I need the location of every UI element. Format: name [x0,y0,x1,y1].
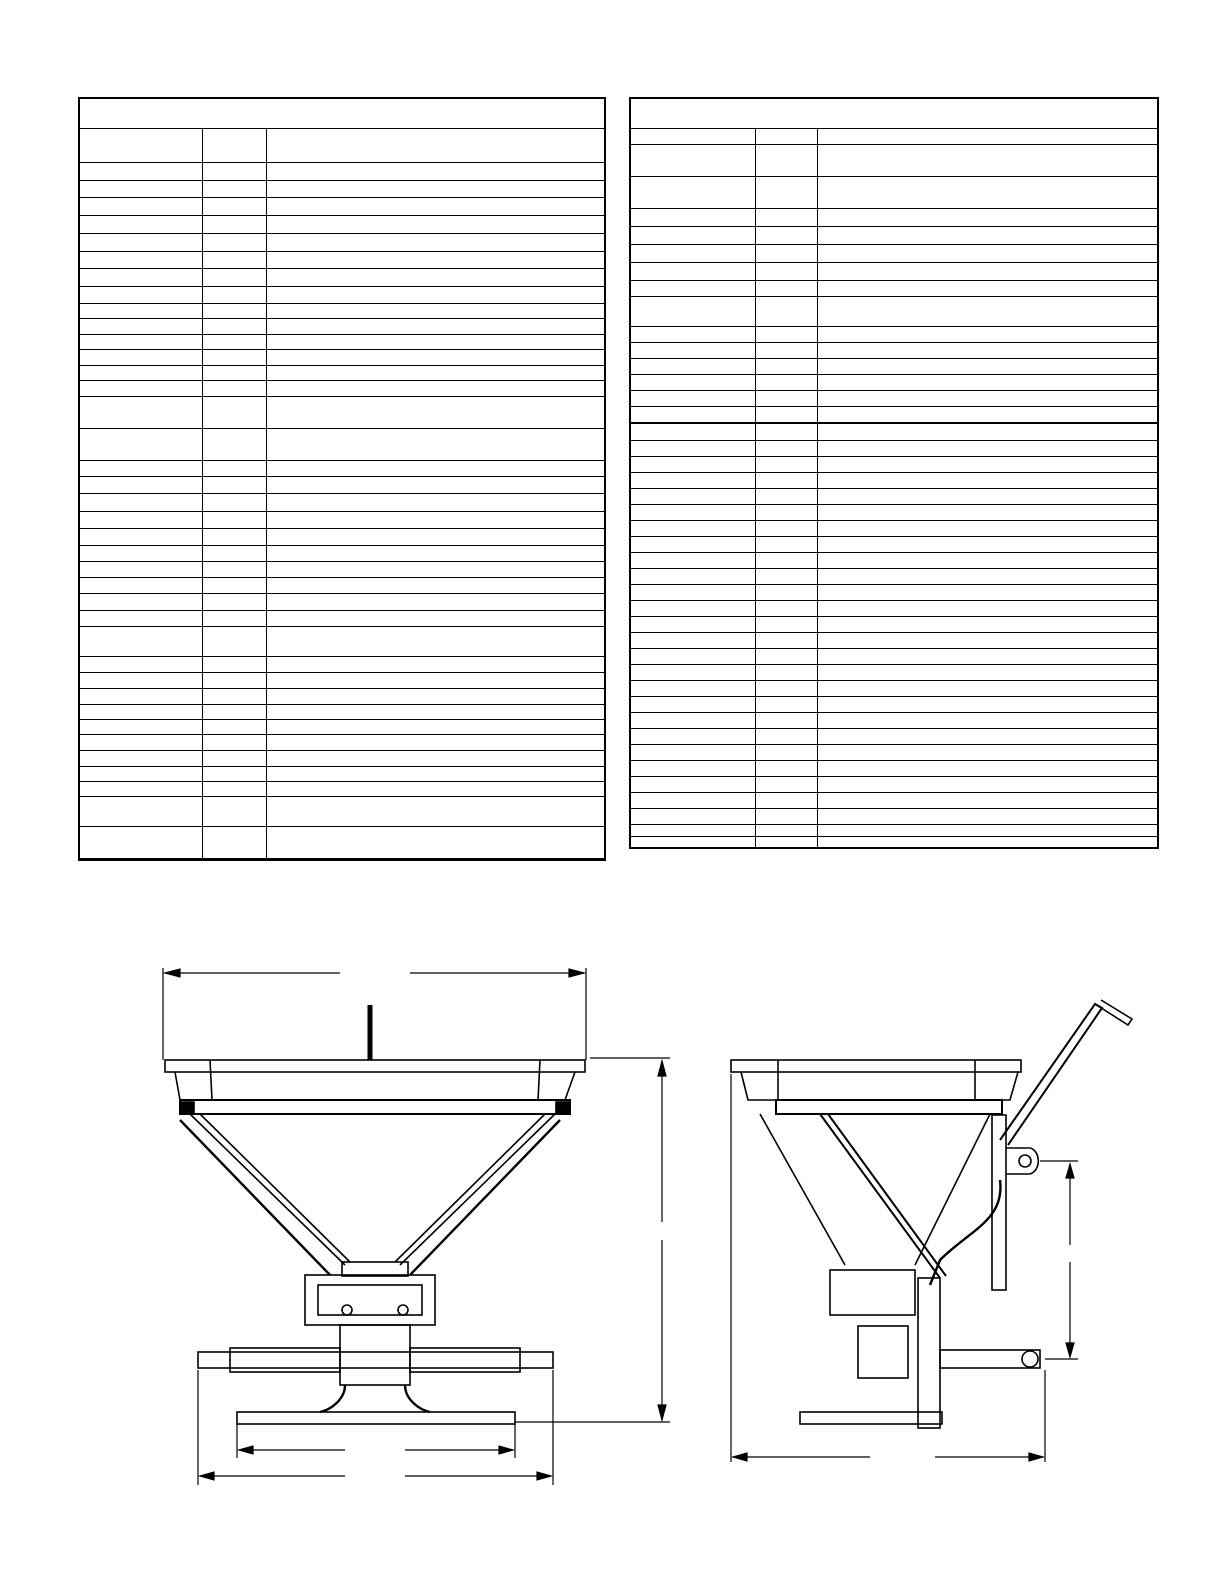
depth-dimension [731,1074,1045,1462]
mount-bracket [918,1278,940,1428]
crank-handle [1000,1004,1102,1145]
front-view-drawing [163,968,670,1485]
arm-width-dimension [198,1370,553,1485]
base-plate [800,1412,942,1424]
hopper-lid [731,1060,1021,1072]
hopper-rim [175,1072,575,1100]
base-plate [237,1412,515,1424]
motor [340,1325,410,1385]
hopper-cone-left [190,1114,350,1265]
motor [858,1326,908,1378]
hitch-height-dimension [1040,1161,1078,1359]
top-width-dimension [163,968,586,1060]
side-view-drawing [731,1000,1132,1462]
spreader-arm [198,1352,553,1368]
hopper-cone-right [395,1114,555,1265]
base-width-dimension [237,1424,515,1458]
gearbox-housing [305,1275,435,1325]
hopper-lid [165,1060,585,1072]
